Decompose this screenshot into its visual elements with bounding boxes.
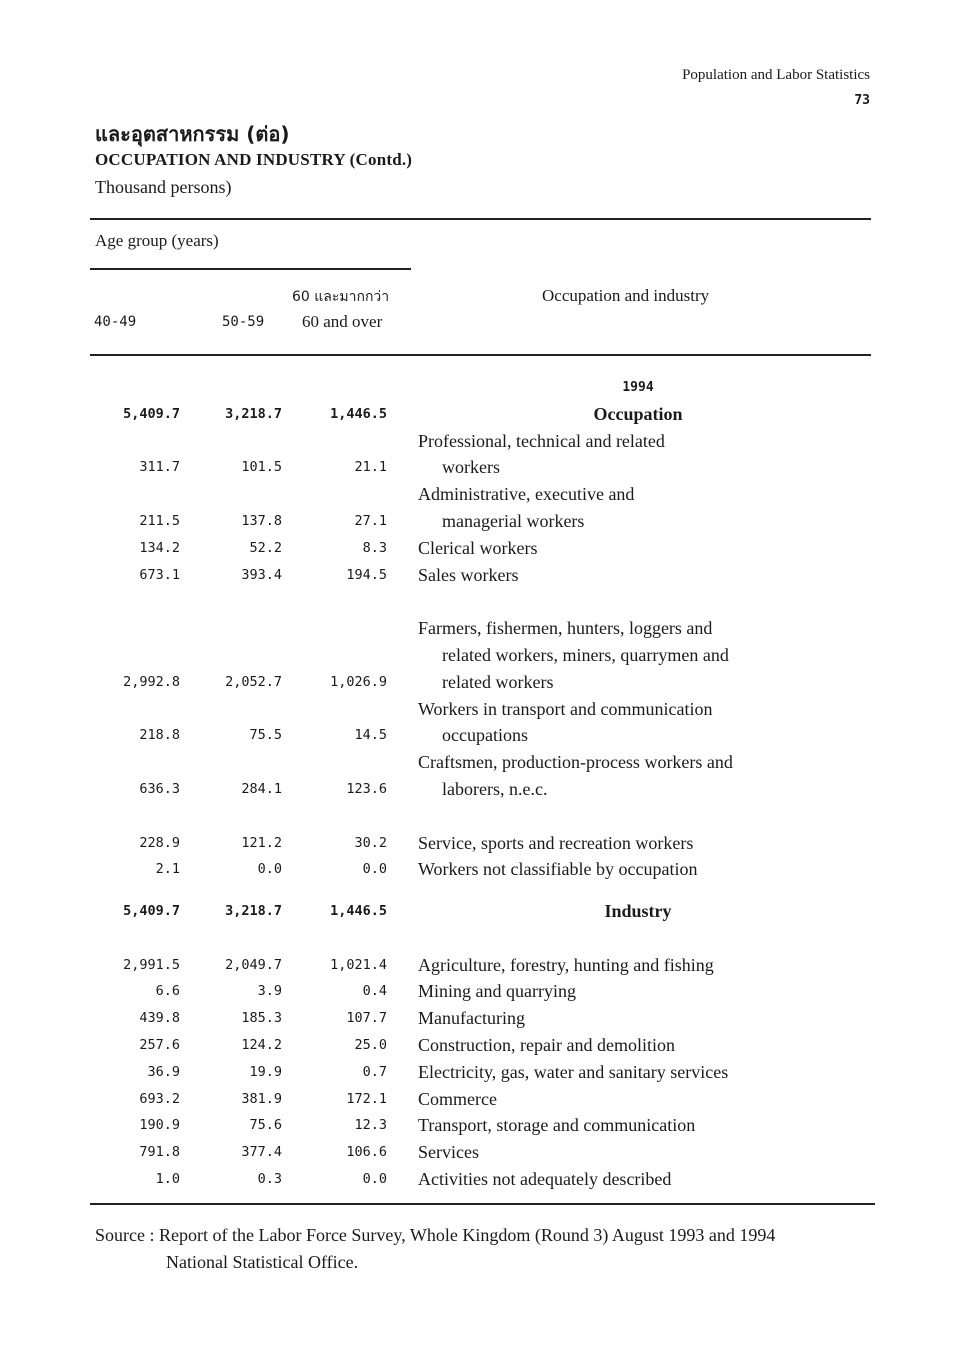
cell-col1: 693.2: [139, 1090, 180, 1107]
cell-col1: 1.0: [155, 1170, 180, 1187]
table-row: [0, 1032, 966, 1059]
table-row: [0, 508, 966, 535]
cell-col3: 1,021.4: [330, 956, 387, 973]
cell-col1: 311.7: [139, 459, 180, 476]
table-bottom-rule: [90, 1203, 875, 1205]
cell-col3: 12.3: [354, 1117, 387, 1134]
row-label: Agriculture, forestry, hunting and fishing: [418, 954, 714, 975]
table-top-rule: [90, 218, 871, 220]
cell-col3: 1,446.5: [330, 902, 387, 919]
cell-col1: 190.9: [139, 1117, 180, 1134]
cell-col3: 14.5: [354, 727, 387, 744]
cell-col3: 0.7: [362, 1063, 387, 1080]
table-row: [0, 374, 966, 401]
cell-col3: 123.6: [346, 781, 387, 797]
age-group-heading: Age group (years): [95, 231, 219, 250]
table-row: [0, 776, 966, 803]
row-label: Transport, storage and communication: [418, 1115, 696, 1136]
section-heading: Occupation: [593, 403, 683, 424]
source-note: Source : Report of the Labor Force Survey, Whole Kingdom (Round 3) August 1993 and 1994: [95, 1225, 776, 1245]
table-row: [0, 642, 966, 669]
row-label: Mining and quarrying: [418, 981, 576, 1002]
cell-col1: 211.5: [139, 513, 180, 529]
cell-col2: 75.5: [249, 727, 282, 744]
table-row: [0, 696, 966, 723]
cell-col3: 172.1: [346, 1090, 387, 1107]
table-row: [0, 454, 966, 481]
cell-col2: 185.3: [241, 1010, 282, 1027]
cell-col2: 0.0: [257, 861, 282, 878]
table-row: [0, 1166, 966, 1193]
cell-col3: 1,446.5: [330, 405, 387, 422]
cell-col1: 2,992.8: [123, 673, 180, 690]
cell-col1: 36.9: [147, 1063, 180, 1080]
table-row: [0, 898, 966, 925]
source-note-continued: National Statistical Office.: [166, 1252, 359, 1272]
cell-col1: 2.1: [155, 861, 180, 878]
cell-col1: 5,409.7: [123, 902, 180, 919]
table-row: [0, 952, 966, 979]
page-number: 73: [854, 93, 870, 108]
age-group-underline: [90, 268, 411, 270]
table-row: [0, 1059, 966, 1086]
row-label: Manufacturing: [418, 1008, 525, 1029]
cell-col1: 134.2: [139, 539, 180, 556]
cell-col2: 2,052.7: [225, 673, 282, 690]
table-row: [0, 749, 966, 776]
table-row: [0, 481, 966, 508]
desc-heading: Occupation and industry: [542, 286, 710, 305]
row-label: managerial workers: [442, 511, 585, 531]
cell-col3: 27.1: [354, 513, 387, 529]
table-row: [0, 1005, 966, 1032]
row-label: related workers: [442, 671, 554, 692]
row-label: Craftsmen, production-process workers and: [418, 752, 733, 773]
cell-col3: 107.7: [346, 1010, 387, 1027]
cell-col1: 673.1: [139, 566, 180, 583]
unit-label: Thousand persons): [95, 177, 232, 197]
row-label: Sales workers: [418, 564, 519, 585]
row-label: Workers not classifiable by occupation: [418, 859, 698, 880]
section-heading: Industry: [604, 900, 672, 921]
cell-col1: 636.3: [139, 781, 180, 797]
cell-col1: 791.8: [139, 1144, 180, 1161]
row-label: Professional, technical and related: [418, 430, 665, 451]
title-english: OCCUPATION AND INDUSTRY (Contd.): [95, 150, 413, 169]
year-heading: 1994: [622, 380, 654, 395]
cell-col3: 0.0: [362, 861, 387, 878]
row-label: related workers, miners, quarrymen and: [442, 645, 729, 665]
cell-col1: 6.6: [155, 983, 180, 1000]
col2-heading: 50-59: [222, 314, 265, 330]
cell-col2: 52.2: [249, 539, 282, 556]
row-label: Electricity, gas, water and sanitary services: [418, 1061, 729, 1082]
col3-heading-thai: 60 และมากกว่า: [292, 289, 390, 305]
row-label: workers: [442, 457, 500, 478]
cell-col3: 25.0: [354, 1036, 387, 1053]
row-label: Service, sports and recreation workers: [418, 832, 694, 853]
cell-col3: 0.0: [362, 1170, 387, 1187]
cell-col3: 8.3: [362, 539, 387, 556]
cell-col2: 377.4: [241, 1144, 282, 1161]
cell-col1: 439.8: [139, 1010, 180, 1027]
table-row: [0, 856, 966, 883]
running-header-section: Population and Labor Statistics: [682, 67, 870, 83]
row-label: Services: [418, 1142, 479, 1163]
row-label: laborers, n.e.c.: [442, 779, 548, 799]
cell-col2: 19.9: [249, 1063, 282, 1080]
cell-col1: 228.9: [139, 834, 180, 851]
table-row: [0, 1139, 966, 1166]
table-row: [0, 830, 966, 857]
title-thai: และอุตสาหกรรม (ต่อ): [95, 122, 290, 146]
cell-col2: 393.4: [241, 566, 282, 583]
table-row: [0, 722, 966, 749]
cell-col2: 101.5: [241, 459, 282, 476]
col3-heading: 60 and over: [302, 312, 383, 331]
cell-col3: 0.4: [362, 983, 387, 1000]
table-row: [0, 669, 966, 696]
cell-col2: 124.2: [241, 1036, 282, 1053]
row-label: Activities not adequately described: [418, 1168, 672, 1189]
cell-col2: 121.2: [241, 834, 282, 851]
col1-heading: 40-49: [94, 314, 137, 330]
cell-col2: 2,049.7: [225, 956, 282, 973]
row-label: Farmers, fishermen, hunters, loggers and: [418, 618, 713, 639]
table-row: [0, 978, 966, 1005]
cell-col1: 5,409.7: [123, 405, 180, 422]
cell-col2: 381.9: [241, 1090, 282, 1107]
cell-col2: 3.9: [257, 983, 282, 1000]
row-label: Commerce: [418, 1088, 497, 1109]
cell-col3: 30.2: [354, 834, 387, 851]
row-label: Workers in transport and communication: [418, 698, 713, 719]
cell-col2: 284.1: [241, 781, 282, 797]
cell-col2: 3,218.7: [225, 405, 282, 422]
table-row: [0, 535, 966, 562]
cell-col1: 257.6: [139, 1036, 180, 1053]
table-row: [0, 1112, 966, 1139]
cell-col2: 75.6: [249, 1117, 282, 1134]
table-row: [0, 401, 966, 428]
cell-col3: 1,026.9: [330, 673, 387, 690]
header-bottom-rule: [90, 354, 871, 356]
cell-col2: 3,218.7: [225, 902, 282, 919]
cell-col3: 194.5: [346, 566, 387, 583]
cell-col2: 137.8: [241, 513, 282, 529]
row-label: Clerical workers: [418, 537, 538, 558]
table-row: [0, 562, 966, 589]
cell-col3: 21.1: [354, 459, 387, 476]
table-row: [0, 1086, 966, 1113]
row-label: Administrative, executive and: [418, 484, 635, 505]
cell-col2: 0.3: [257, 1170, 282, 1187]
cell-col1: 218.8: [139, 727, 180, 744]
cell-col1: 2,991.5: [123, 956, 180, 973]
row-label: occupations: [442, 725, 528, 746]
cell-col3: 106.6: [346, 1144, 387, 1161]
table-row: [0, 428, 966, 455]
row-label: Construction, repair and demolition: [418, 1034, 675, 1055]
table-row: [0, 615, 966, 642]
